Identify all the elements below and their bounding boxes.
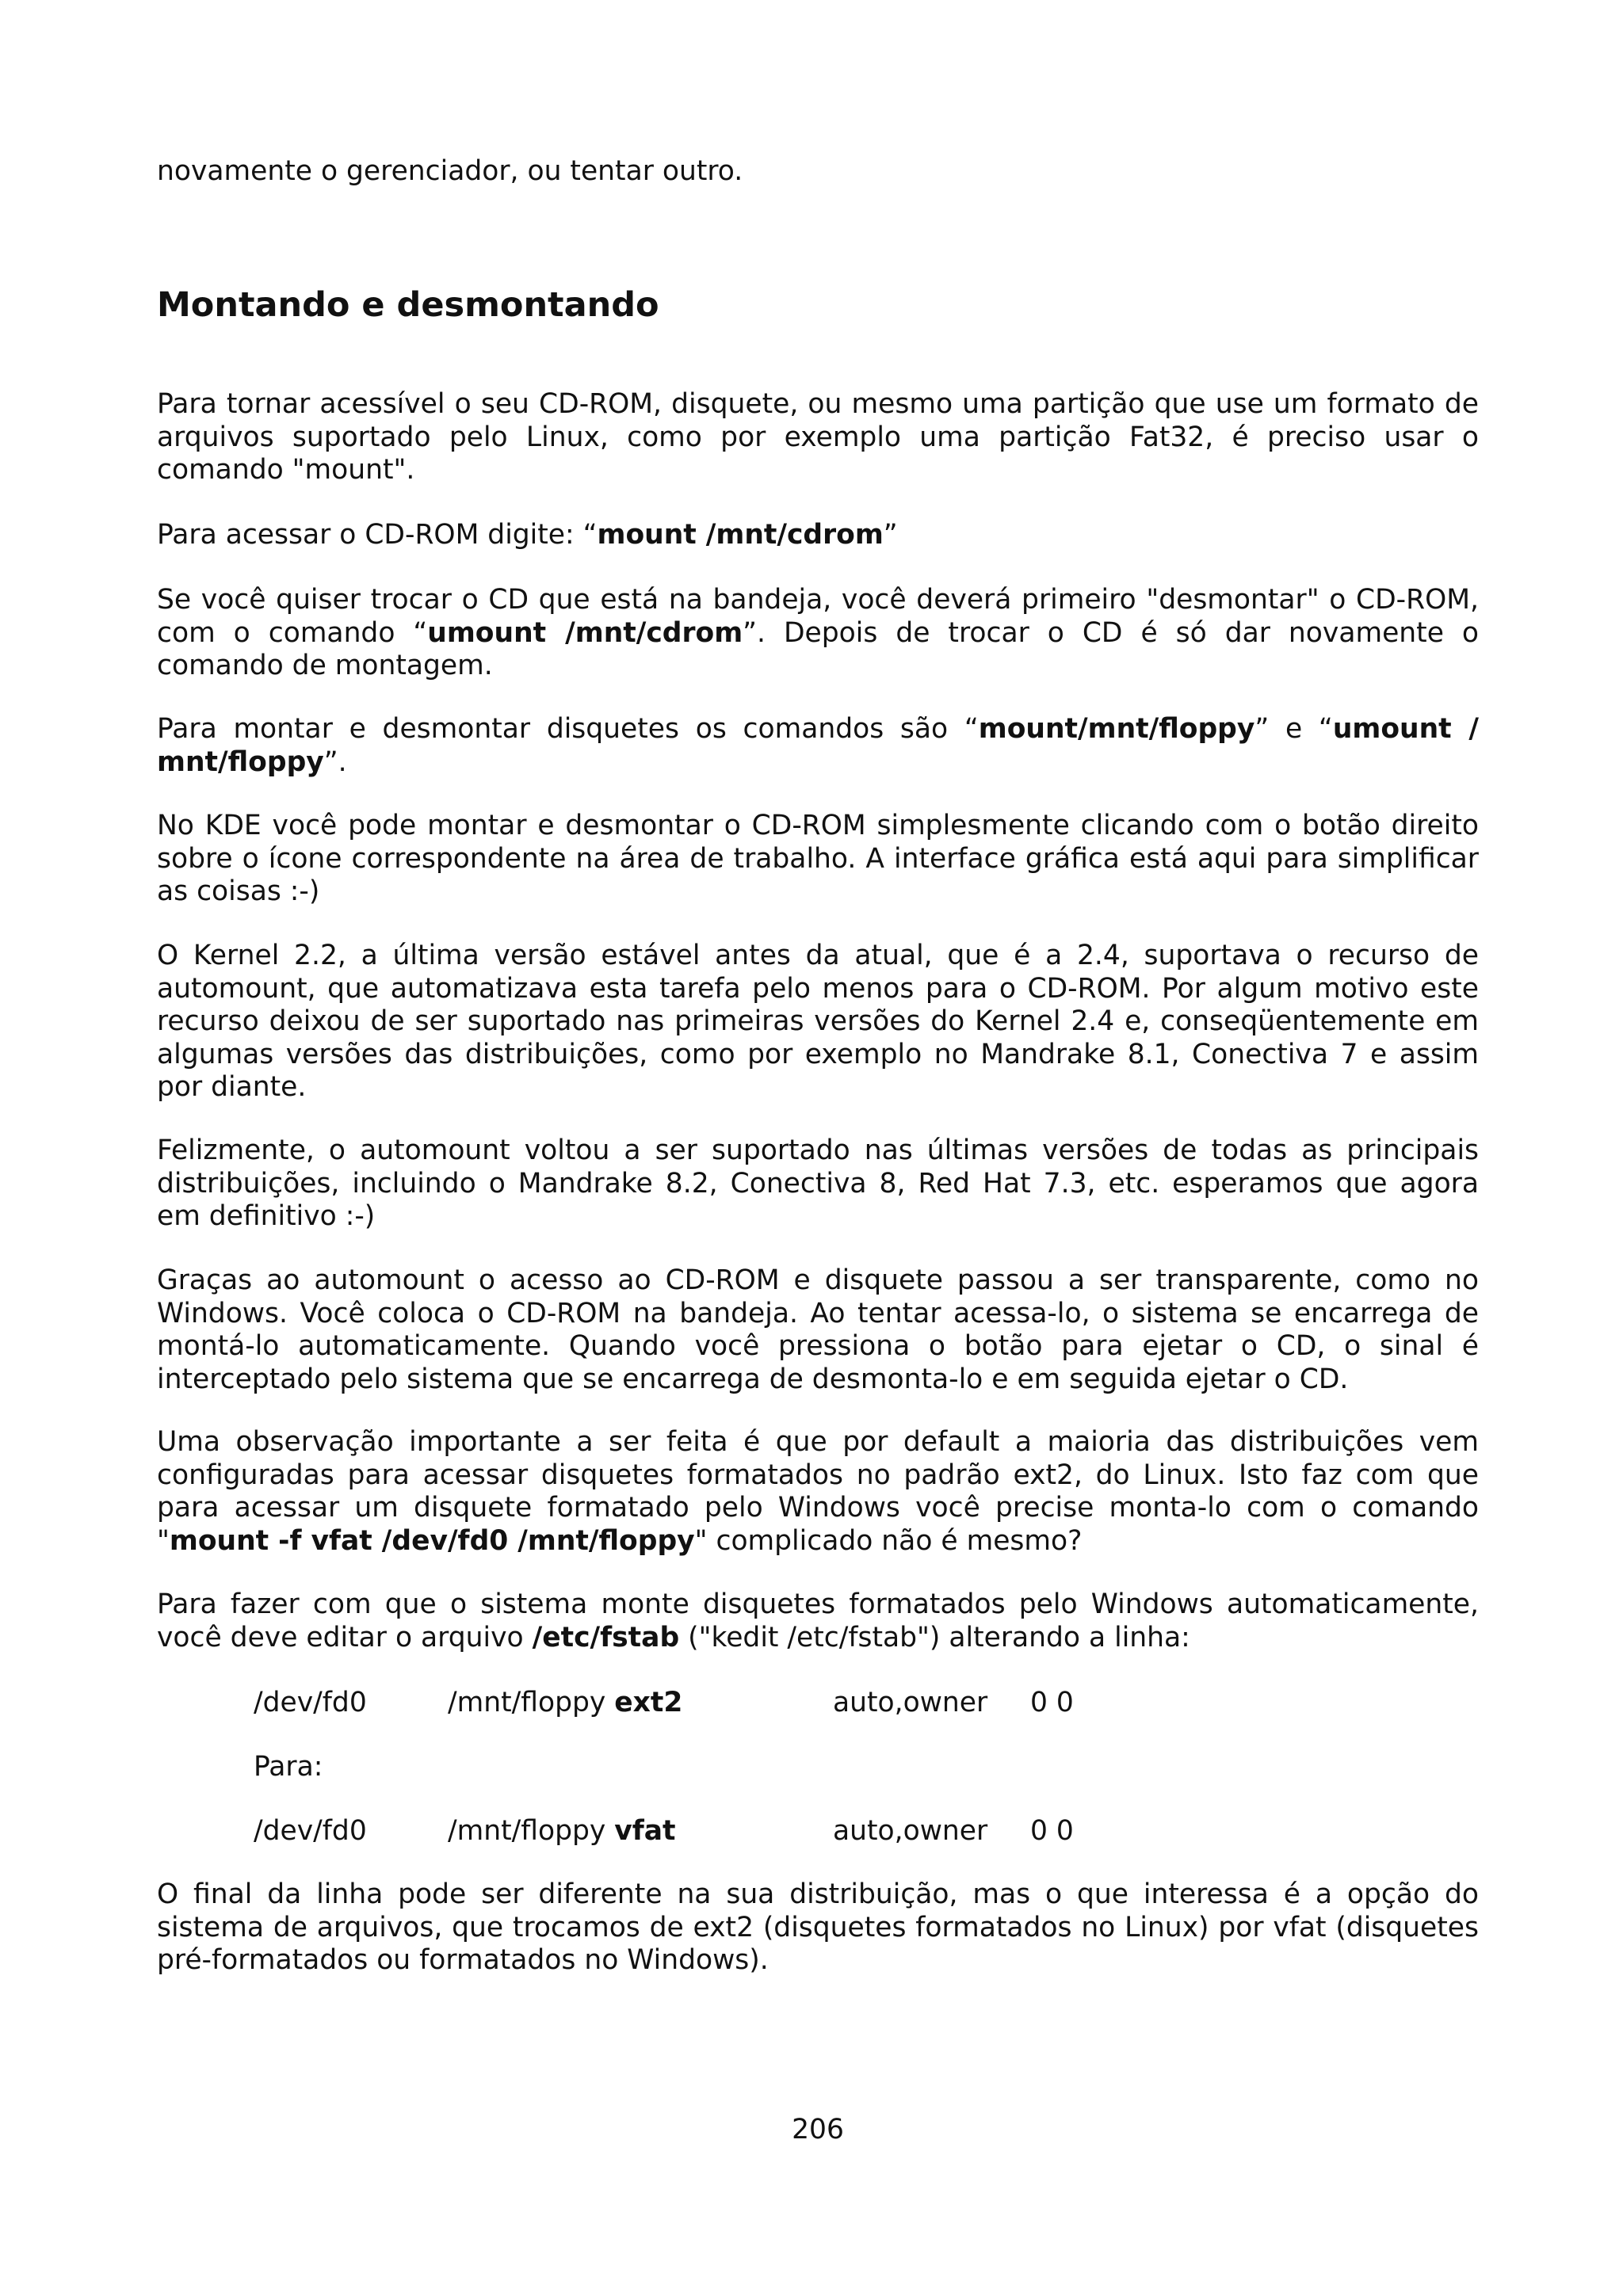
paragraph-mount-intro: Para tornar acessível o seu CD-ROM, disquete, ou mesmo uma partição que use um formato de arquivos suportado pelo Linux, como por exemplo uma partição Fat32, é preciso usar o comando "mount".	[157, 388, 1479, 486]
fstab-mount-point: /mnt/floppy ext2	[448, 1687, 683, 1718]
paragraph-kernel: O Kernel 2.2, a última versão estável antes da atual, que é a 2.4, suportava o recurso de automount, que automatizava esta tarefa pelo menos para o CD-ROM. Por algum motivo este recurso deixou de ser suportado nas primeiras versões do Kernel 2.4 e, conseqüentemente em algumas versões das distribuições, como por exemplo no Mandrake 8.1, Conectiva 7 e assim por diante.	[157, 940, 1479, 1103]
command-umount-cdrom: umount /mnt/cdrom	[427, 616, 743, 649]
command-mount-vfat: mount -f vfat /dev/fd0 /mnt/floppy	[169, 1524, 695, 1557]
fstab-fs-type: vfat	[614, 1815, 676, 1847]
command-mount-cdrom: mount /mnt/cdrom	[597, 519, 884, 551]
fstab-device: /dev/fd0	[254, 1687, 367, 1718]
paragraph-cdrom-umount: Se você quiser trocar o CD que está na bandeja, você deverá primeiro "desmontar" o CD-ROM, com o comando “umount /mnt/cdrom”. Depois de trocar o CD é só dar novamente o comando de montagem.	[157, 584, 1480, 681]
page-number: 206	[792, 2114, 844, 2145]
fstab-fs-type: ext2	[614, 1687, 683, 1718]
paragraph-ext2-default: Uma observação importante a ser feita é que por default a maioria das distribuições vem configuradas para acessar disquetes formatados no padrão ext2, do Linux. Isto faz com que para acessar um disquete formatado pelo Windows você precise monta-lo com o comando "mount -f vfat /dev/fd0 /mnt/floppy" complicado não é mesmo?	[157, 1426, 1479, 1557]
fstab-numbers: 0 0	[1030, 1815, 1074, 1847]
paragraph-fstab: Para fazer com que o sistema monte disquetes formatados pelo Windows automaticamente, você deve editar o arquivo /etc/fstab ("kedit /etc/fstab") alterando a linha:	[157, 1589, 1479, 1653]
fstab-numbers: 0 0	[1030, 1687, 1074, 1718]
paragraph-automount-return: Felizmente, o automount voltou a ser suportado nas últimas versões de todas as principais distribuições, incluindo o Mandrake 8.2, Conectiva 8, Red Hat 7.3, etc. esperamos que agora em definitivo :-)	[157, 1135, 1479, 1232]
section-heading: Montando e desmontando	[157, 285, 659, 325]
paragraph-automount-windows: Graças ao automount o acesso ao CD-ROM e disquete passou a ser transparente, como no Windows. Você coloca o CD-ROM na bandeja. Ao tentar acessa-lo, o sistema se encarrega de montá-lo automaticamente. Quando você pressiona o botão para ejetar o CD, o sinal é interceptado pelo sistema que se encarrega de desmonta-lo e em seguida ejetar o CD.	[157, 1264, 1479, 1395]
fstab-options: auto,owner	[833, 1815, 988, 1847]
para-label: Para:	[254, 1751, 323, 1783]
fstab-options: auto,owner	[833, 1687, 988, 1718]
command-mount-floppy: mount/mnt/floppy	[978, 713, 1255, 745]
file-etc-fstab: /etc/fstab	[532, 1621, 680, 1653]
fstab-device: /dev/fd0	[254, 1815, 367, 1847]
command-umount-floppy: umount / mnt/floppy	[157, 713, 1480, 778]
intro-text: novamente o gerenciador, ou tentar outro.	[157, 155, 743, 187]
paragraph-kde: No KDE você pode montar e desmontar o CD-ROM simplesmente clicando com o botão direito sobre o ícone correspondente na área de trabalho. A interface gráfica está aqui para simplificar as coisas :-)	[157, 810, 1479, 907]
paragraph-conclusion: O final da linha pode ser diferente na sua distribuição, mas o que interessa é a opção do sistema de arquivos, que trocamos de ext2 (disquetes formatados no Linux) por vfat (disquetes pré-formatados ou formatados no Windows).	[157, 1878, 1479, 1976]
fstab-mount-point: /mnt/floppy vfat	[448, 1815, 676, 1847]
paragraph-cdrom-mount: Para acessar o CD-ROM digite: “mount /mnt/cdrom”	[157, 519, 898, 551]
paragraph-floppy-commands: Para montar e desmontar disquetes os comandos são “mount/mnt/floppy” e “umount / mnt/floppy”.	[157, 713, 1480, 778]
